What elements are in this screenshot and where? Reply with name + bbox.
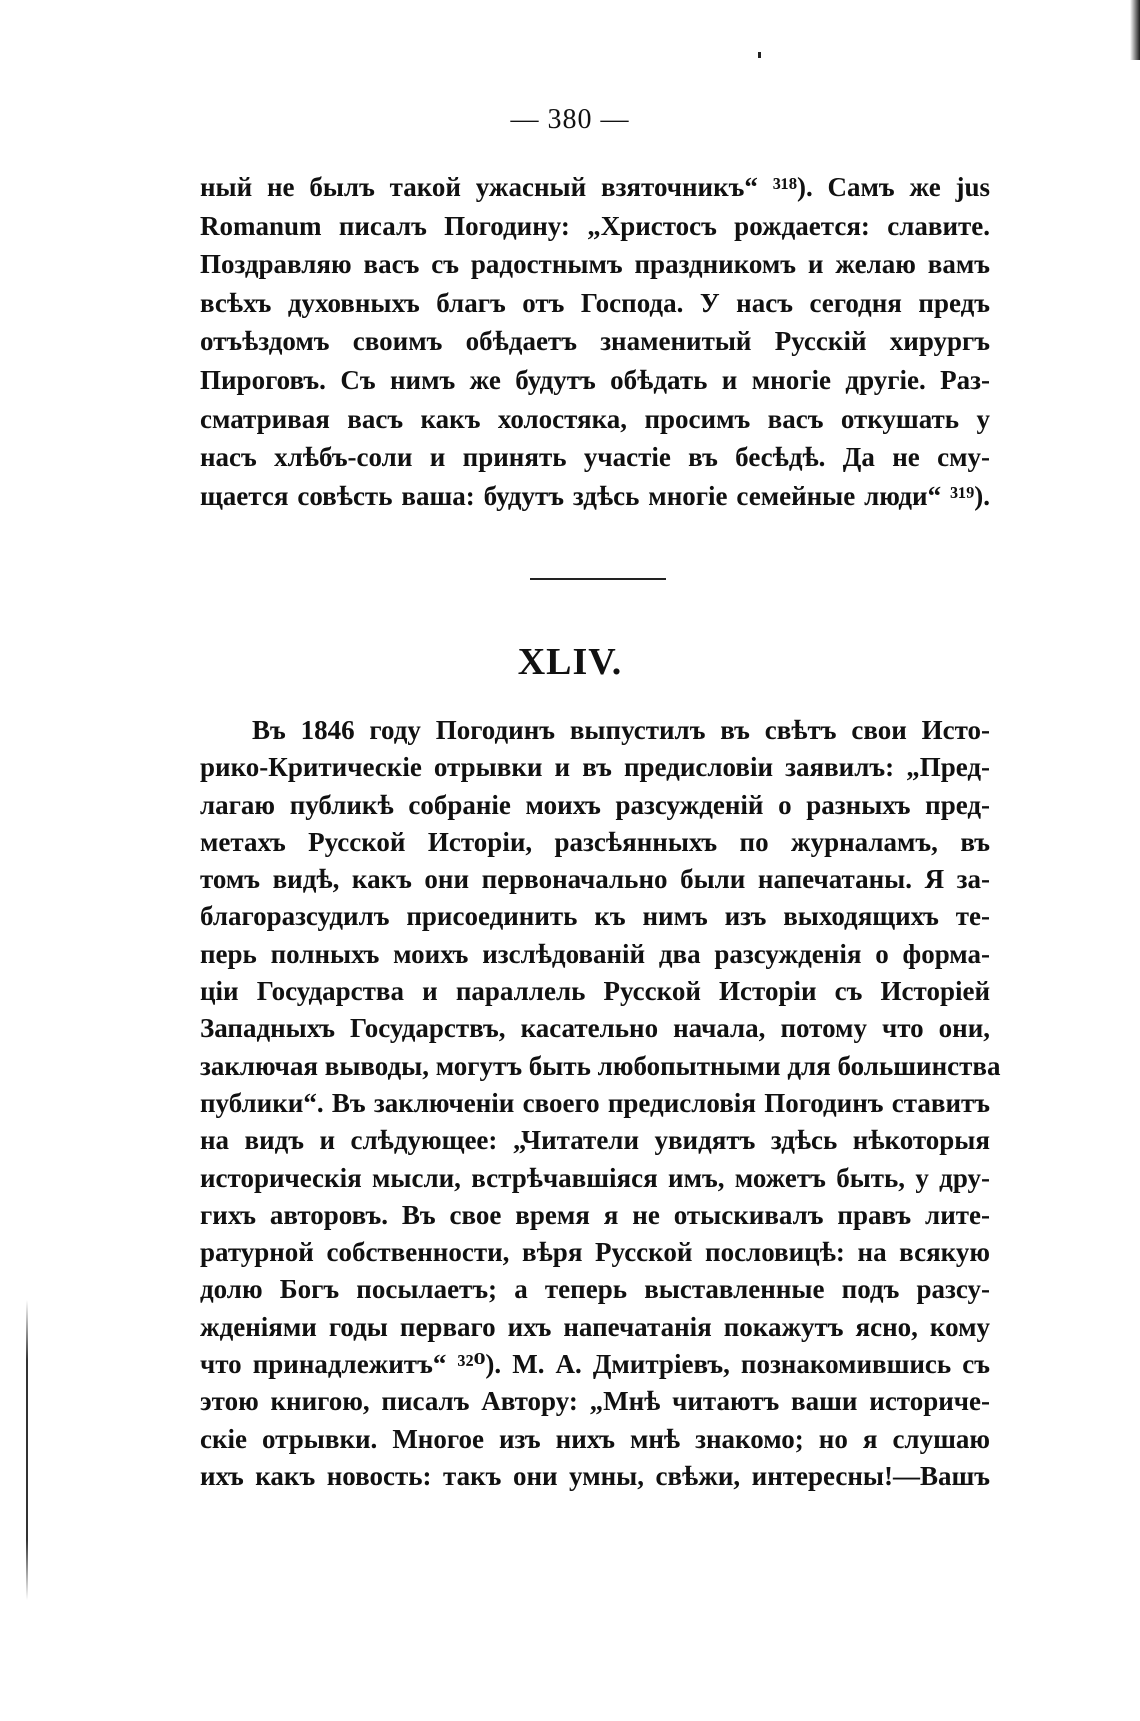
text-line: ихъ какъ новость: такъ они умны, свѣжи, интересны!—Вашъ [200,1460,990,1491]
text-line: историческія мысли, встрѣчавшіяся имъ, можетъ быть, у дру- [200,1162,990,1193]
text-line: публики“. Въ заключеніи своего предисловія Погодинъ ставитъ [200,1087,990,1118]
scan-edge-line [26,1300,28,1600]
text-line: лагаю публикѣ собраніе моихъ разсужденій о разныхъ пред- [200,789,990,820]
text-line: ратурной собственности, вѣря Русской пословицѣ: на всякую [200,1237,990,1268]
text-line: томъ видѣ, какъ они первоначально были напечатаны. Я за- [200,864,990,895]
text-line: жденіями годы перваго ихъ напечатанія покажутъ ясно, кому [200,1311,990,1342]
text-line: Западныхъ Государствъ, касательно начала, потому что они, [200,1013,990,1044]
text-line: Пироговъ. Съ нимъ же будутъ обѣдать и многіе другіе. Раз- [200,364,990,395]
text-line: насъ хлѣбъ-соли и принять участіе въ бесѣдѣ. Да не сму- [200,442,990,473]
top-paragraph [200,168,990,515]
text-line: благоразсудилъ присоединить къ нимъ изъ выходящихъ те- [200,901,990,932]
text-line: всѣхъ духовныхъ благъ отъ Господа. У насъ сегодня предъ [200,287,990,318]
text-line: этою книгою, писалъ Автору: „Мнѣ читаютъ ваши историче- [200,1386,990,1417]
text-line: Поздравляю васъ съ радостнымъ праздникомъ и желаю вамъ [200,249,990,280]
text-line: метахъ Русской Исторіи, разсѣянныхъ по журналамъ, въ [200,826,990,857]
text-line: ный не былъ такой ужасный взяточникъ“ ³¹⁸). Самъ же jus [200,172,990,202]
text-line: ціи Государства и параллель Русской Исторіи съ Исторіей [200,976,990,1007]
text-line: на видъ и слѣдующее: „Читатели увидятъ здѣсь нѣкоторыя [200,1125,990,1156]
section-divider [530,578,666,580]
page-number: — 380 — [510,104,630,135]
text-line: сматривая васъ какъ холостяка, просимъ васъ откушать у [200,403,990,434]
text-line: отъѣздомъ своимъ обѣдаетъ знаменитый Русскій хирургъ [200,326,990,357]
text-line: гихъ авторовъ. Въ свое время я не отыскивалъ правъ лите- [200,1199,990,1230]
text-line: перь полныхъ моихъ изслѣдованій два разсужденія о форма- [200,938,990,969]
text-line: скіе отрывки. Многое изъ нихъ мнѣ знакомо; но я слушаю [200,1423,990,1454]
text-line: Въ 1846 году Погодинъ выпустилъ въ свѣтъ свои Исто- [252,715,990,745]
main-paragraph [200,712,1001,1495]
text-line: рико-Критическіе отрывки и въ предисловіи заявилъ: „Пред- [200,752,990,783]
text-line: что принадлежитъ“ ³²⁰). М. А. Дмитріевъ, познакомившись съ [200,1349,990,1380]
text-line: щается совѣсть ваша: будутъ здѣсь многіе семейные люди“ ³¹⁹). [200,480,990,511]
text-line: Romanum писалъ Погодину: „Христосъ рождается: славите. [200,210,990,241]
text-line: заключая выводы, могутъ быть любопытными для большинства [200,1050,1001,1081]
scan-edge-shadow [1130,0,1140,60]
scan-speck [758,52,761,58]
chapter-heading: XLIV. [517,641,623,683]
text-line: долю Богъ посылаетъ; а теперь выставленные подъ разсу- [200,1274,990,1305]
